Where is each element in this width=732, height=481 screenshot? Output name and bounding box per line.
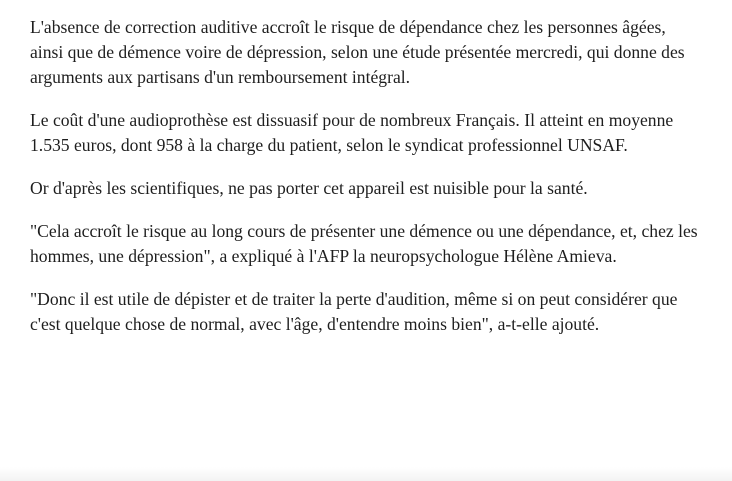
paragraph-3: Or d'après les scientifiques, ne pas porter cet appareil est nuisible pour la santé. [30,178,588,198]
paragraph-5: "Donc il est utile de dépister et de traiter la perte d'audition, même si on peut considérer que c'est quelque chose de normal, avec l'âge, d'entendre moins bien", a-t-elle ajouté. [30,289,678,334]
paragraph-4: "Cela accroît le risque au long cours de présenter une démence ou une dépendance, et, chez les hommes, une dépression", a expliqué à l'AFP la neuropsychologue Hélène Amieva. [30,221,698,266]
bottom-fade [0,467,732,481]
paragraph-1: L'absence de correction auditive accroît le risque de dépendance chez les personnes âgées, ainsi que de démence voire de dépression, selon une étude présentée mercredi, qui donne des arguments aux partisans d'un remboursement intégral. [30,17,685,87]
paragraph-2: Le coût d'une audioprothèse est dissuasif pour de nombreux Français. Il atteint en moyenne 1.535 euros, dont 958 à la charge du patient, selon le syndicat professionnel UNSAF. [30,110,674,155]
article-body [30,15,702,355]
